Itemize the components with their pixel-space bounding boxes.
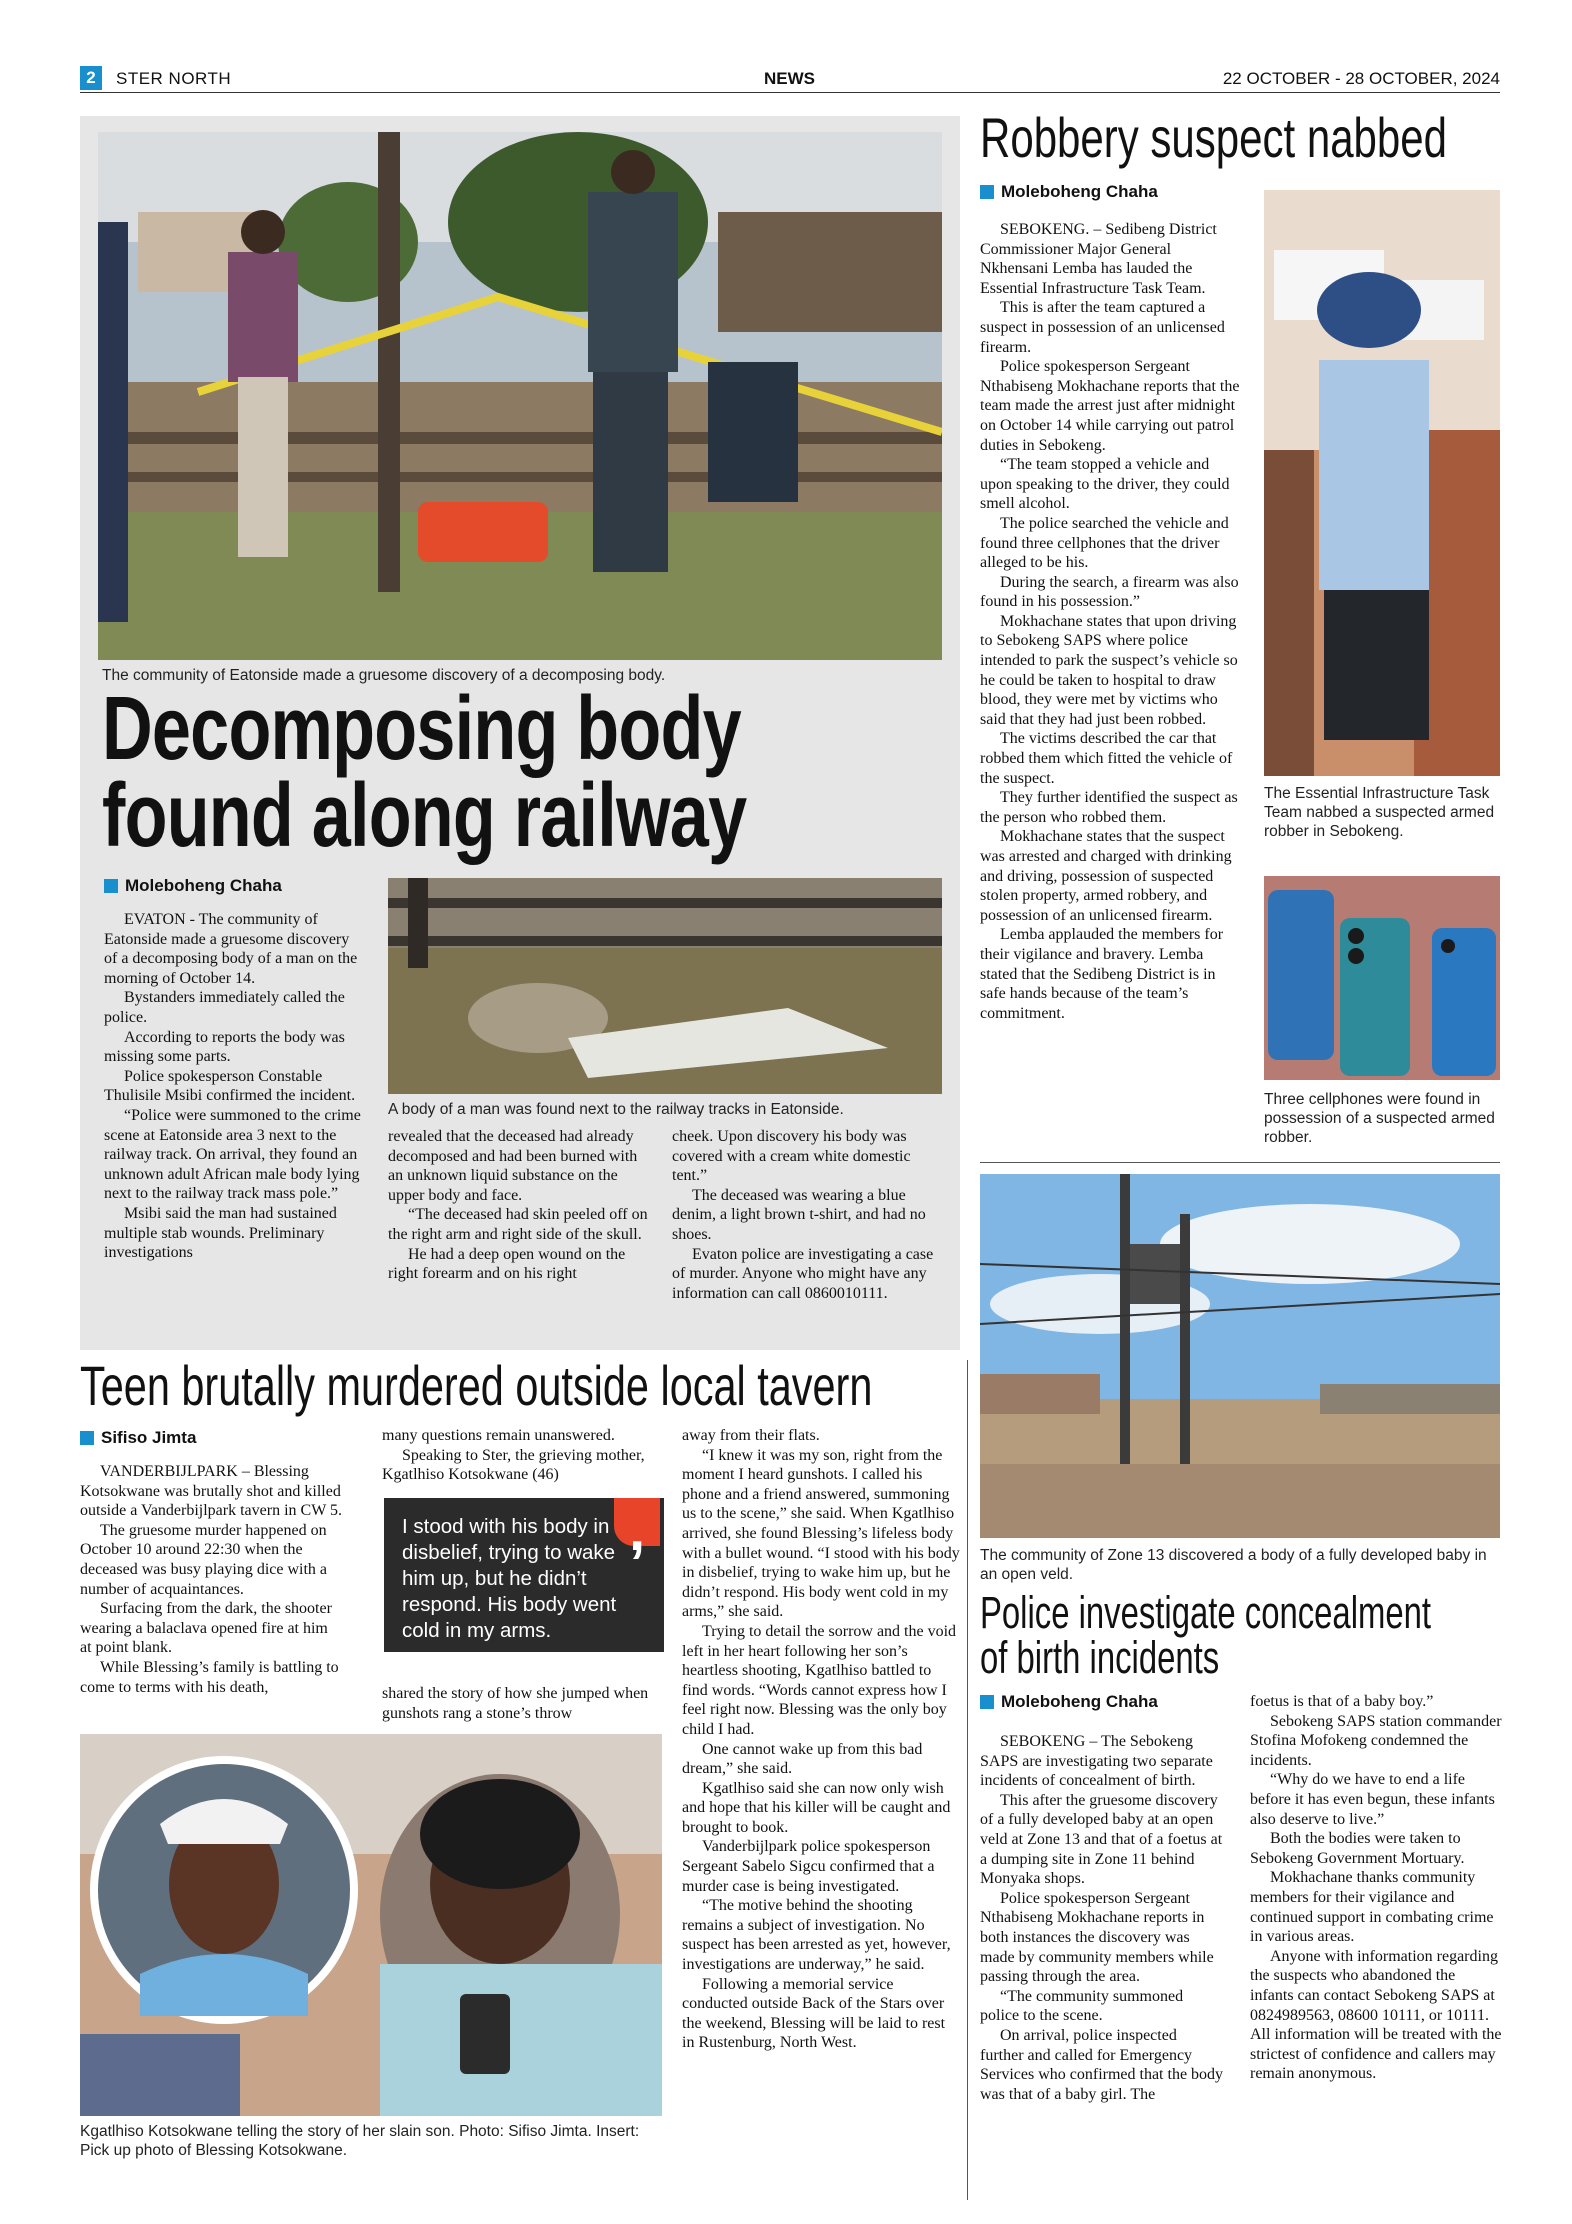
story1-main-photo [98, 132, 942, 660]
page-number-badge: 2 [80, 66, 102, 90]
story2-suspect-photo [1264, 190, 1500, 776]
pull-quote-box [384, 1498, 664, 1652]
story2-headline: Robbery suspect nabbed [980, 106, 1447, 169]
story3-headline: Teen brutally murdered outside local tavern [80, 1354, 873, 1417]
byline-marker [80, 1431, 94, 1445]
story1-col1: EVATON - The community of Eatonside made a gruesome discovery of a decomposing body of a man on the morning of October 14. Bystanders immediately called the police. According to reports the body was missing some parts. Police spokesperson Constable Thulisile Msibi confirmed the incident. “Police were summoned to the crime scene at Eatonside area 3 next to the railway track. On arrival, they found an unknown adult African male body lying next to the railway track mass pole.” Msibi said the man had sustained multiple stab wounds. Preliminary investigations [104, 911, 361, 1262]
page-header [80, 66, 1500, 93]
story2-photo1-caption: The Essential Infrastructure Task Team nabbed a suspected armed robber in Sebokeng. [1264, 785, 1495, 840]
story4-headline-line2: of birth incidents [980, 1632, 1220, 1683]
quote-mark-icon: , [614, 1498, 660, 1546]
story1-photo-caption: The community of Eatonside made a gruesome discovery of a decomposing body. [102, 667, 666, 684]
story4-photo-caption: The community of Zone 13 discovered a body of a fully developed baby in an open veld. [980, 1547, 1487, 1583]
story4-veld-photo [980, 1174, 1500, 1538]
story1-col2: revealed that the deceased had already decomposed and had been burned with an unknown liquid substance on the upper body and face. “The deceased had skin peeled off on the right arm and right side of the skull. He had a deep open wound on the right forearm and on his right [388, 1128, 648, 1283]
story1-railway-photo [388, 878, 942, 1094]
story4-col2: foetus is that of a baby boy.” Sebokeng SAPS station commander Stofina Mofokeng condemned the incidents. “Why do we have to end a life before it has even begun, these infants also deserve to live.” Both the bodies were taken to Sebokeng Government Mortuary. Mokhachane thanks community members for their vigilance and continued support in combating crime in various areas. Anyone with information regarding the suspects who abandoned the infants can contact Sebokeng SAPS at 0824989563, 08600 10111, or 10111. All information will be treated with the strictest of confidence and callers may remain anonymous. [1250, 1693, 1502, 2083]
date-range: 22 OCTOBER - 28 OCTOBER, 2024 [1222, 69, 1500, 88]
story2-cellphones-photo [1264, 876, 1500, 1080]
story3-col2-bottom: shared the story of how she jumped when gunshots rang a stone’s throw [382, 1685, 649, 1722]
paper-name: STER NORTH [116, 69, 232, 88]
byline-marker [104, 879, 118, 893]
story4-col1: SEBOKENG – The Sebokeng SAPS are investigating two separate incidents of concealment of birth. This after the gruesome discovery of a fully developed baby at an open veld at Zone 13 and that of a foetus at a dumping site in Zone 11 behind Monyaka shops. Police spokesperson Sergeant Nthabiseng Mokhachane reports in both instances the discovery was made by community members while passing through the area. “The community summoned police to the scene. On arrival, police inspected further and called for Emergency Services who confirmed that the body was that of a baby girl. The [980, 1733, 1224, 2103]
story1-headline-line2: found along railway [102, 766, 747, 866]
story2-byline: Moleboheng Chaha [980, 182, 1158, 202]
story3-col3: away from their flats. “I knew it was my son, right from the moment I heard gunshots. I called his phone and a friend answered, summoning us to the scene,” she said. When Kgatlhiso arrived, she found Blessing’s lifeless body with a bullet wound. “I stood with his body in disbelief, trying to wake him up, but he didn’t respond. His body went cold in my arms,” she said. Trying to detail the sorrow and the void left in her heart following her son’s heartless shooting, Kgatlhiso battled to find words. “Words cannot express how I feel right now. Blessing was the only boy child I had. One cannot wake up from this bad dream,” she said. Kgatlhiso said she can now only wish and hope that his killer will be caught and brought to book. Vanderbijlpark police spokesperson Sergeant Sabelo Sigcu confirmed that a murder case is being investigated. “The motive behind the shooting remains a subject of investigation. No suspect has been arrested as yet, however, investigations are underway,” he said. Following a memorial service conducted outside Back of the Stars over the weekend, Blessing will be laid to rest in Rustenburg, North West. [682, 1427, 960, 2052]
story4-byline: Moleboheng Chaha [980, 1692, 1158, 1712]
story2-photo2-caption: Three cellphones were found in possession of a suspected armed robber. [1264, 1091, 1495, 1146]
byline-marker [980, 185, 994, 199]
story3-col1: VANDERBIJLPARK – Blessing Kotsokwane was brutally shot and killed outside a Vanderbijlpark tavern in CW 5. The gruesome murder happened on October 10 around 22:30 when the deceased was busy playing dice with a number of acquaintances. Surfacing from the dark, the shooter wearing a balaclava opened fire at him at point blank. While Blessing’s family is battling to come to terms with his death, [80, 1463, 343, 1696]
column-rule [967, 1360, 968, 2200]
story3-mother-photo [80, 1734, 662, 2116]
story3-photo-caption: Kgatlhiso Kotsokwane telling the story of her slain son. Photo: Sifiso Jimta. Insert: Pick up photo of Blessing Kotsokwane. [80, 2123, 640, 2159]
story2-body: SEBOKENG. – Sedibeng District Commissioner Major General Nkhensani Lemba has lauded the Essential Infrastructure Task Team. This is after the team captured a suspect in possession of an unlicensed firearm. Police spokesperson Sergeant Nthabiseng Mokhachane reports that the team made the arrest just after midnight on October 14 while carrying out patrol duties in Sebokeng. “The team stopped a vehicle and upon speaking to the driver, they could smell alcohol. The police searched the vehicle and found three cellphones that the driver alleged to be his. During the search, a firearm was also found in his possession.” Mokhachane states that upon driving to Sebokeng SAPS where police intended to park the suspect’s vehicle so he could be taken to hospital to draw blood, they were met by victims who said that they had just been robbed. The victims described the car that robbed them which fitted the vehicle of the suspect. They further identified the suspect as the person who robbed them. Mokhachane states that the suspect was arrested and charged with drinking and driving, possession of suspected stolen property, armed robbery, and possession of an unlicensed firearm. Lemba applauded the members for their vigilance and bravery. Lemba stated that the Sedibeng District is in safe hands because of the team’s commitment. [980, 221, 1240, 1022]
story1-photo2-caption: A body of a man was found next to the railway tracks in Eatonside. [388, 1101, 844, 1118]
story3-byline: Sifiso Jimta [80, 1428, 196, 1448]
divider [980, 1162, 1500, 1163]
section-label: NEWS [764, 69, 815, 88]
story1-headline-line1: Decomposing body [102, 679, 741, 779]
story1-headline [102, 679, 882, 866]
story4-headline-line1: Police investigate concealment [980, 1587, 1432, 1638]
byline-marker [980, 1695, 994, 1709]
story3-col2-top: many questions remain unanswered. Speaking to Ster, the grieving mother, Kgatlhiso Kotsokwane (46) [382, 1427, 645, 1484]
story1-byline: Moleboheng Chaha [104, 876, 282, 896]
story4-headline [980, 1587, 1506, 1683]
pull-quote-text: I stood with his body in disbelief, trying to wake him up, but he didn’t respond. His body went cold in my arms. [402, 1515, 617, 1642]
story1-col3: cheek. Upon discovery his body was covered with a cream white domestic tent.” The deceased was wearing a blue denim, a light brown t-shirt, and had no shoes. Evaton police are investigating a case of murder. Anyone who might have any information can call 0860010111. [672, 1128, 934, 1302]
